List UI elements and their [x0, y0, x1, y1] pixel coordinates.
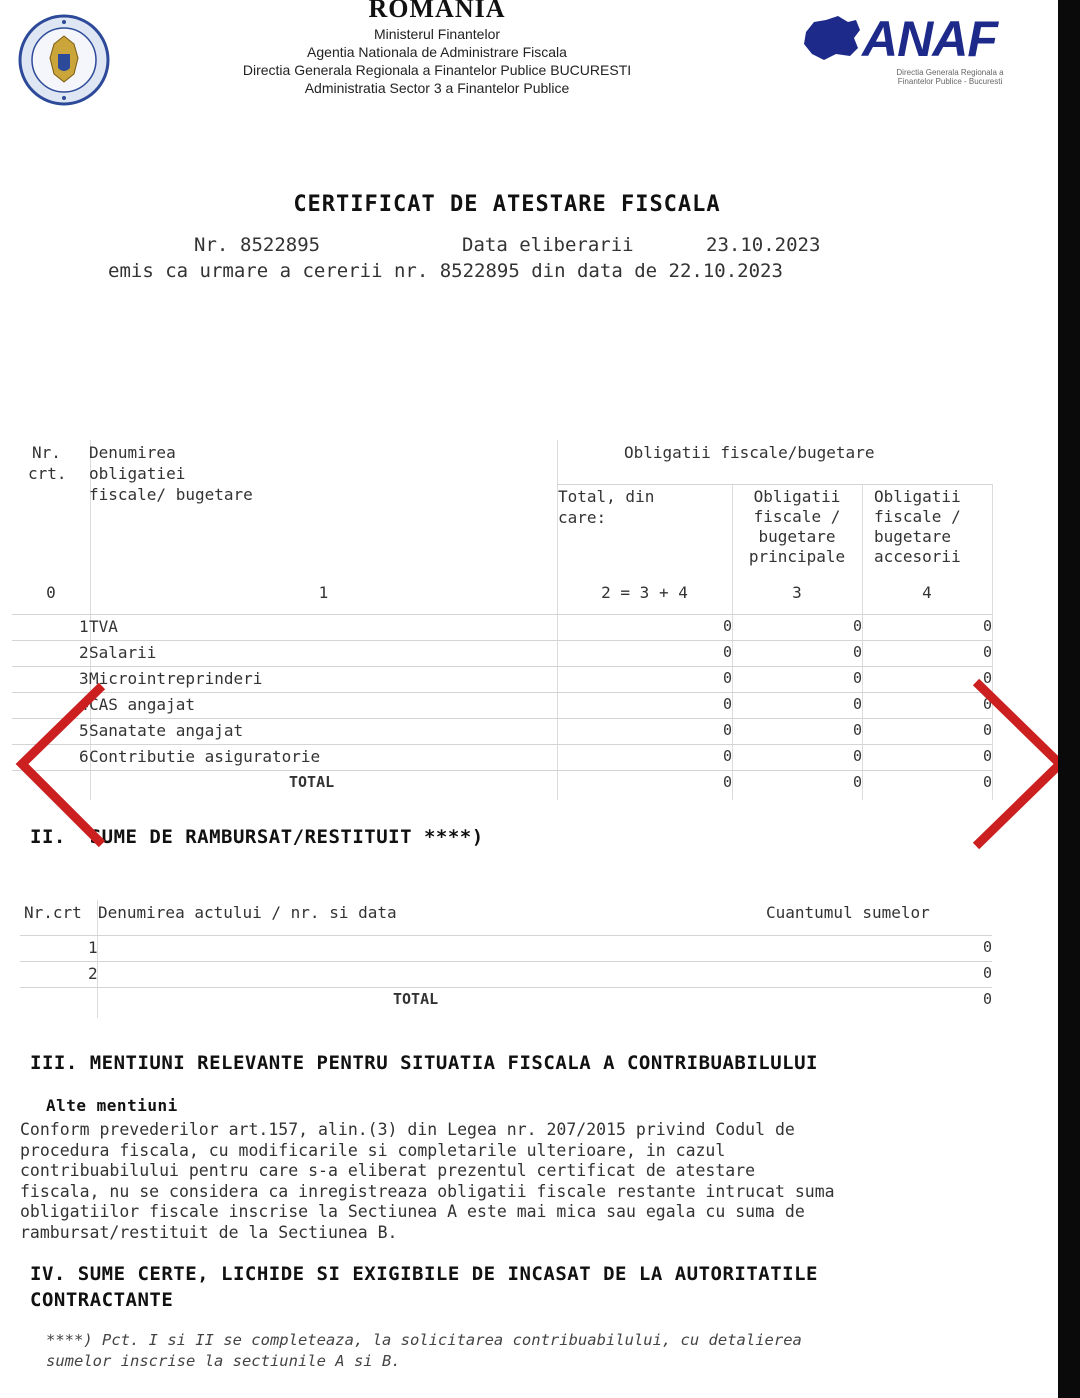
header-denumire-line3: fiscale/ bugetare — [89, 485, 253, 504]
row-accesorii: 0 — [982, 669, 992, 687]
refund-row-value: 0 — [982, 938, 992, 956]
row-accesorii: 0 — [982, 747, 992, 765]
chevron-left-icon — [10, 680, 110, 850]
romania-map-icon — [800, 14, 862, 62]
refund-row-value: 0 — [982, 964, 992, 982]
index-col-1: 1 — [318, 583, 329, 602]
row-accesorii: 0 — [982, 695, 992, 713]
refund-header-denumire: Denumirea actului / nr. si data — [98, 903, 397, 922]
issue-date-label: Data eliberarii — [462, 234, 634, 256]
row-total: 0 — [722, 695, 732, 713]
row-total: 0 — [722, 669, 732, 687]
header-accesorii-line2: fiscale / — [874, 507, 961, 526]
total-principale: 0 — [852, 773, 862, 791]
refund-row-nr: 2 — [88, 964, 98, 983]
previous-page-button[interactable] — [10, 680, 110, 850]
row-total: 0 — [722, 747, 732, 765]
row-name: Contributie asiguratorie — [89, 747, 321, 766]
row-principale: 0 — [852, 643, 862, 661]
total-label: TOTAL — [289, 773, 335, 791]
row-name: Salarii — [89, 643, 157, 662]
row-nr: 3 — [79, 669, 89, 688]
row-principale: 0 — [852, 747, 862, 765]
row-name: CAS angajat — [89, 695, 195, 714]
certificate-number-label: Nr. — [194, 234, 229, 256]
header-total-line1: Total, din — [558, 487, 655, 506]
country-title: ROMANIA — [368, 0, 506, 23]
refund-header-nr: Nr.crt — [24, 903, 82, 922]
agency-line: Agentia Nationala de Administrare Fiscala — [307, 44, 567, 60]
directorate-line: Directia Generala Regionala a Finantelor Publice BUCURESTI — [242, 62, 632, 78]
row-accesorii: 0 — [982, 643, 992, 661]
section-2-title: II. SUME DE RAMBURSAT/RESTITUIT ****) — [30, 826, 484, 848]
header-accesorii-line3: bugetare — [874, 527, 952, 546]
refund-total-label: TOTAL — [393, 990, 439, 1008]
refund-row-nr: 1 — [88, 938, 98, 957]
row-accesorii: 0 — [982, 617, 992, 635]
header-nr-line2: crt. — [28, 464, 67, 483]
row-nr: 1 — [79, 617, 89, 636]
row-principale: 0 — [852, 669, 862, 687]
viewer-edge — [1058, 0, 1080, 1398]
request-line: emis ca urmare a cererii nr. 8522895 din data de 22.10.2023 — [108, 260, 783, 282]
header-principale-line1: Obligatii — [753, 487, 841, 506]
refund-header-cuantum: Cuantumul sumelor — [766, 903, 930, 922]
row-name: TVA — [89, 617, 118, 636]
header-principale-line3: bugetare — [758, 527, 836, 546]
row-nr: 6 — [79, 747, 89, 766]
section-3-title: III. MENTIUNI RELEVANTE PENTRU SITUATIA FISCALA A CONTRIBUABILULUI — [30, 1052, 818, 1074]
row-total: 0 — [722, 643, 732, 661]
header-group: Obligatii fiscale/bugetare — [624, 443, 875, 462]
ministry-line: Ministerul Finantelor — [373, 26, 501, 42]
anaf-logo: ANAF — [862, 11, 997, 67]
index-col-0: 0 — [46, 583, 56, 602]
anaf-subtitle: Directia Generala Regionala a Finantelor Publice - Bucuresti — [896, 68, 1004, 86]
refund-total-value: 0 — [982, 990, 992, 1008]
section-3-subtitle: Alte mentiuni — [46, 1096, 178, 1115]
header-principale-line4: principale — [748, 547, 846, 566]
header-accesorii-line1: Obligatii — [874, 487, 961, 506]
row-principale: 0 — [852, 721, 862, 739]
footnote: ****) Pct. I si II se completeaza, la solicitarea contribuabilului, cu detalierea sumelor inscrise la sectiunile A si B. — [46, 1331, 802, 1370]
header-accesorii-line4: accesorii — [874, 547, 961, 566]
section-4-title-line1: IV. SUME CERTE, LICHIDE SI EXIGIBILE DE INCASAT DE LA AUTORITATILE — [30, 1263, 818, 1285]
row-principale: 0 — [852, 617, 862, 635]
next-page-button[interactable] — [968, 676, 1072, 852]
row-total: 0 — [722, 617, 732, 635]
row-nr: 5 — [79, 721, 89, 740]
row-total: 0 — [722, 721, 732, 739]
section-3-paragraph: Conform prevederilor art.157, alin.(3) din Legea nr. 207/2015 privind Codul de procedura fiscala, cu modificarile si completarile ulterioare, in cazul contribuabilului pentru care s-a eliberat prezentul certificat de atestare fiscala, nu se considera ca inregistreaza obligatii fiscale restante intrucat suma obligatiilor fiscale inscrise la Sectiunea A este mai mica sau egala cu suma de rambursat/restituit de la Sectiunea B. — [20, 1120, 835, 1242]
total-accesorii: 0 — [982, 773, 992, 791]
administration-line: Administratia Sector 3 a Finantelor Publice — [304, 80, 570, 96]
section-4-title-line2: CONTRACTANTE — [30, 1289, 174, 1311]
header-denumire-line1: Denumirea — [89, 443, 176, 462]
chevron-right-icon — [968, 676, 1072, 852]
header-total-line2: care: — [558, 508, 607, 527]
row-name: Sanatate angajat — [89, 721, 244, 740]
header-denumire-line2: obligatiei — [89, 464, 186, 483]
row-name: Microintreprinderi — [89, 669, 263, 688]
row-nr: 4 — [79, 695, 89, 714]
total-total: 0 — [722, 773, 732, 791]
header-principale-line2: fiscale / — [753, 507, 841, 526]
index-col-4: 4 — [922, 583, 932, 602]
certificate-number: 8522895 — [240, 234, 321, 256]
issue-date: 23.10.2023 — [706, 234, 821, 256]
row-nr: 2 — [79, 643, 89, 662]
certificate-title: CERTIFICAT DE ATESTARE FISCALA — [293, 192, 721, 217]
index-col-3: 3 — [792, 583, 802, 602]
header-nr-line1: Nr. — [32, 443, 61, 462]
row-principale: 0 — [852, 695, 862, 713]
index-col-2: 2 = 3 + 4 — [601, 583, 688, 602]
row-accesorii: 0 — [982, 721, 992, 739]
